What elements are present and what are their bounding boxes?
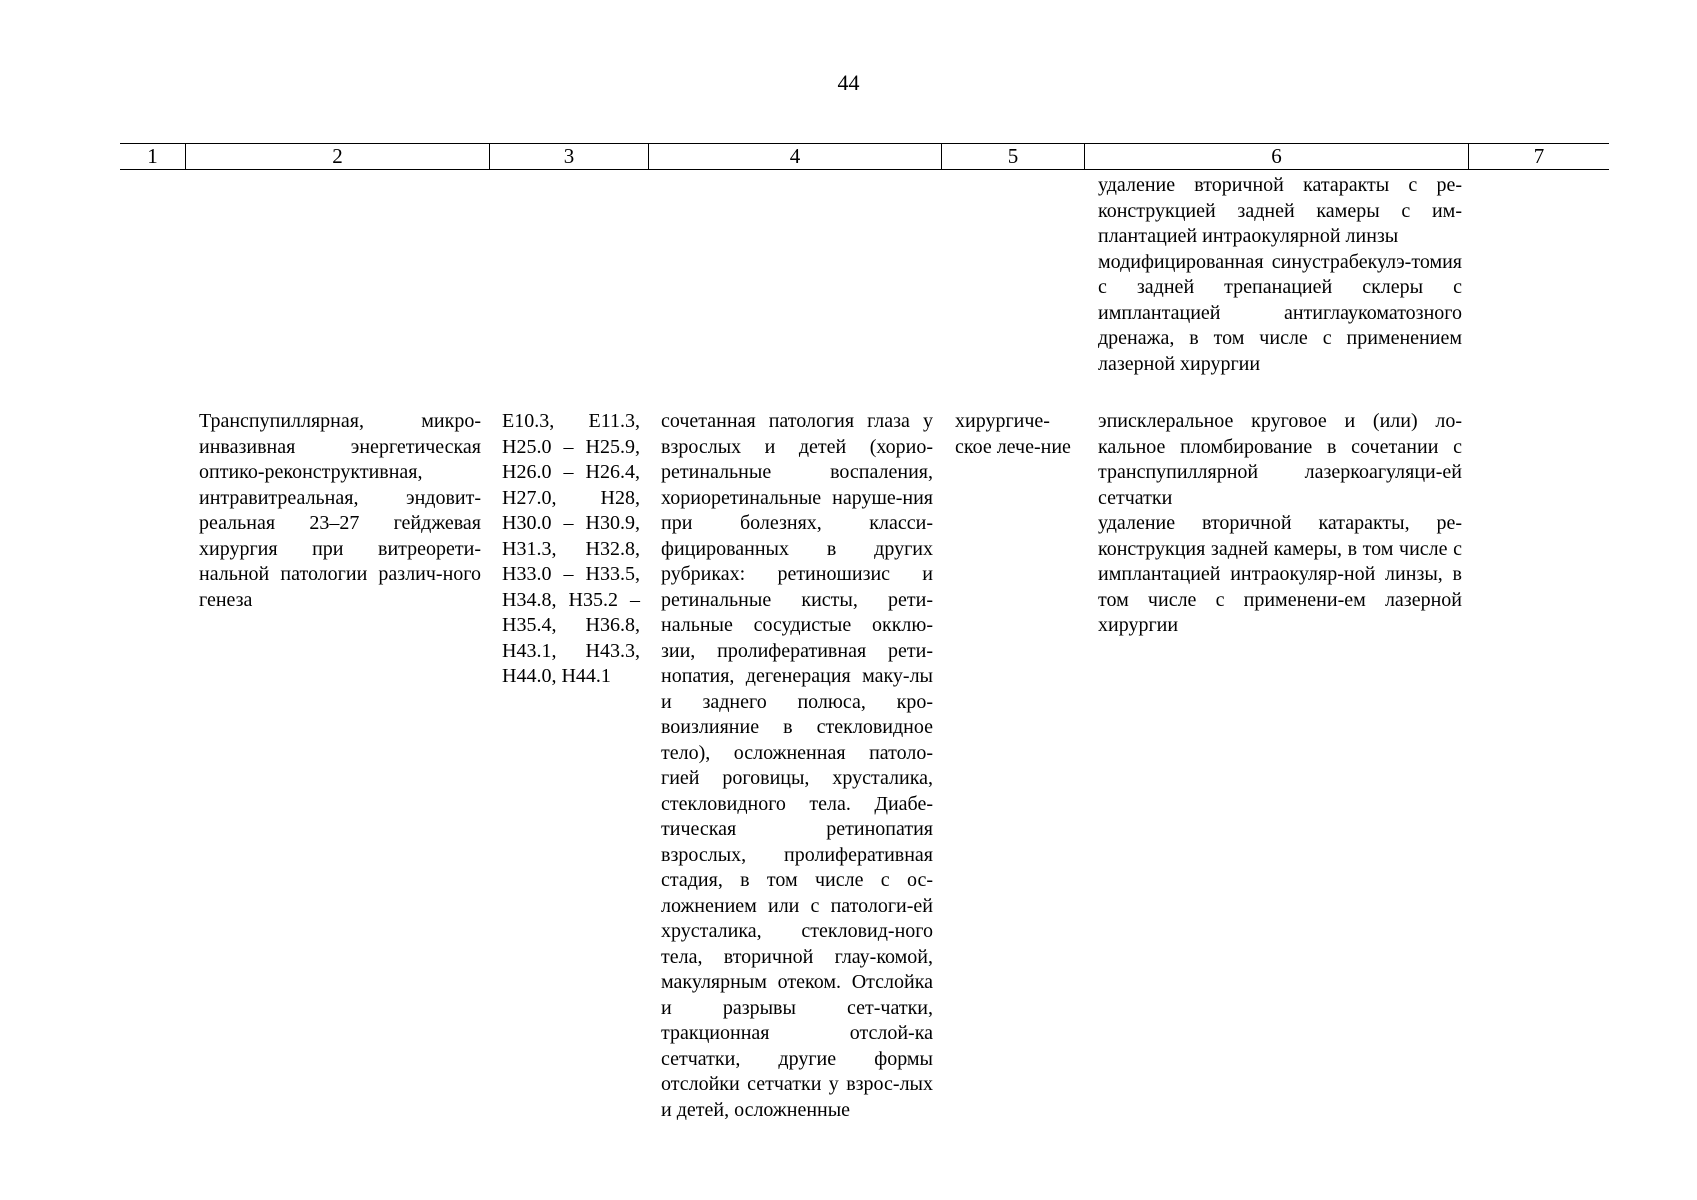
treatment-method-text: удаление вторичной катаракты, ре-конструкция задней камеры, в том числе с имплантацией интраокуляр-ной линзы, в том числе с применени-ем лазерной хирургии (1098, 512, 1462, 636)
column-header-7: 7 (1533, 144, 1545, 168)
treatment-method-text: модифицированная синустрабекулэ-томия с задней трепанацией склеры с имплантацией антиглаукоматозного дренажа, в том числе с применением лазерной хирургии (1098, 250, 1462, 375)
treatment-type-cell: Транспупиллярная, микро-инвазивная энергетическая оптико-реконструктивная, интравитреальная, эндовит-реальная 23–27 гейджевая хирургия при витреорети-нальной патологии различ-ного генеза (199, 410, 481, 611)
treatment-method-text: удаление вторичной катаракты с ре-конструкцией задней камеры с им-плантацией интраокулярной линзы (1098, 174, 1462, 247)
table-header-row (120, 143, 1609, 170)
column-header-4: 4 (649, 144, 942, 169)
column-header-2: 2 (186, 144, 490, 169)
continuation-row-col6 (1098, 173, 1462, 377)
treatment-kind-cell: хирургиче-ское лече-ние (955, 410, 1071, 458)
column-header-5: 5 (942, 144, 1085, 169)
page-number: 44 (837, 70, 860, 95)
column-header-1: 1 (120, 144, 186, 169)
treatment-method-text: эписклеральное круговое и (или) ло-кальное пломбирование в сочетании с транспупиллярной лазеркоагуляци-ей сетчатки (1098, 410, 1462, 509)
icd-codes-cell: Е10.3, Е11.3, H25.0 – H25.9, H26.0 – H26.4, H27.0, H28, H30.0 – H30.9, H31.3, H32.8, H33.0 – H33.5, H34.8, H35.2 – H35.4, H36.8, H43.1, H43.3, H44.0, H44.1 (502, 410, 640, 687)
column-header-6: 6 (1085, 144, 1469, 169)
treatment-methods-cell (1098, 409, 1462, 639)
column-header-3: 3 (490, 144, 649, 169)
diagnosis-cell: сочетанная патология глаза у взрослых и детей (хорио-ретинальные воспаления, хориоретинальные наруше-ния при болезнях, класси-фицированных в других рубриках: ретиношизис и ретинальные кисты, рети-нальные сосудистые окклю-зии, пролиферативная рети-нопатия, дегенерация маку-лы и заднего полюса, кро-воизлияние в стекловидное тело), осложненная патоло-гией роговицы, хрусталика, стекловидного тела. Диабе-тическая ретинопатия взрослых, пролиферативная стадия, в том числе с ос-ложнением или с патологи-ей хрусталика, стекловид-ного тела, вторичной глау-комой, макулярным отеком. Отслойка и разрывы сет-чатки, тракционная отслой-ка сетчатки, другие формы отслойки сетчатки у взрос-лых и детей, осложненные (661, 410, 933, 1121)
